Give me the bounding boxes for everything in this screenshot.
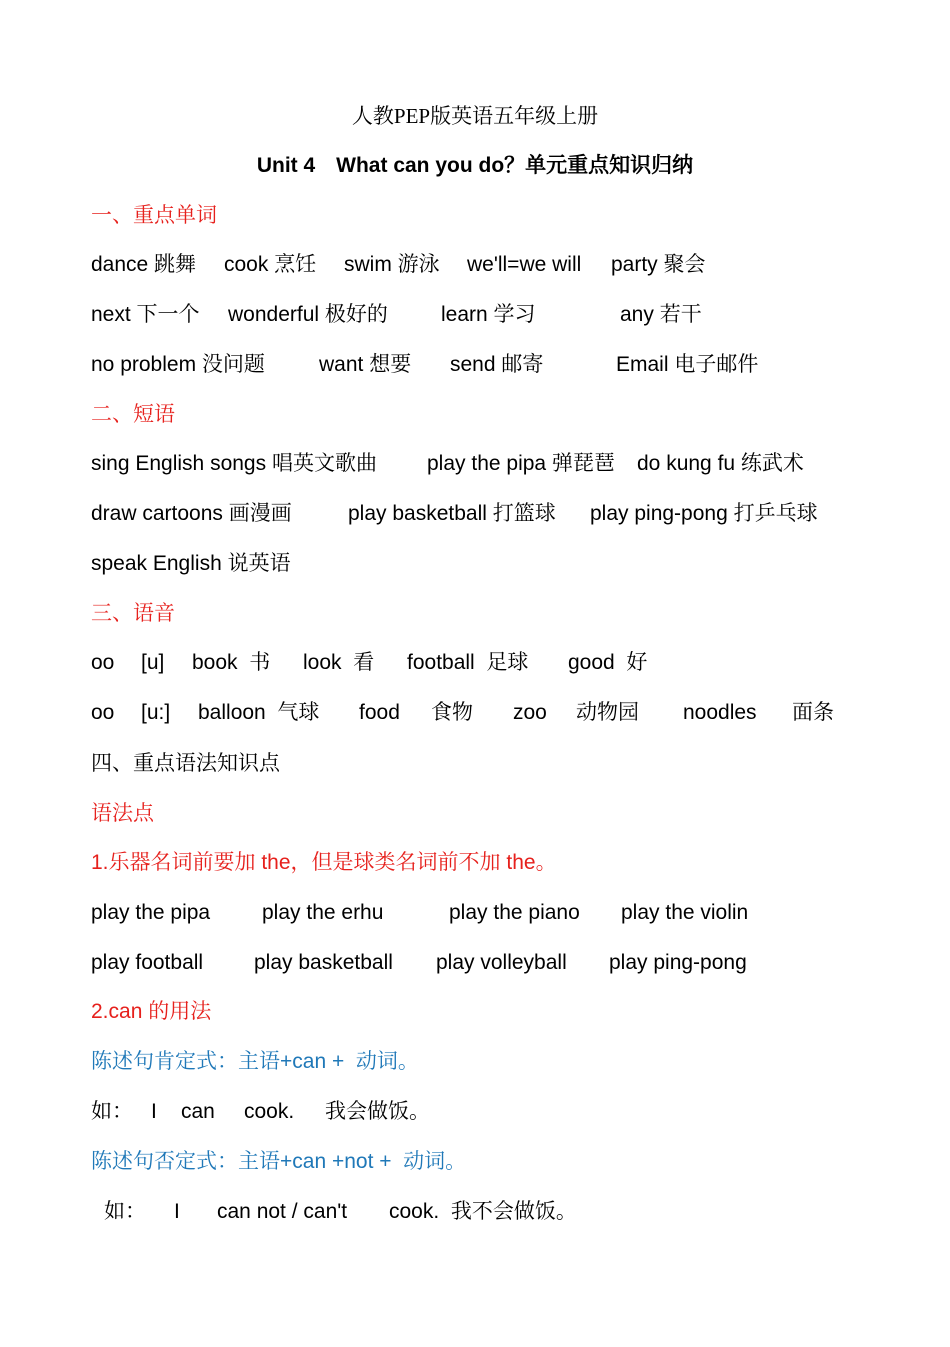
phrase-item: play basketball [254,951,393,974]
positive-rule: 陈述句肯定式：主语+can + 动词。 [91,1050,419,1073]
phrase-item: play the pipa 弹琵琶 [427,452,615,475]
word-item: party 聚会 [611,253,706,276]
phonics-letters: oo [91,701,115,724]
section-heading-grammar: 四、重点语法知识点 [91,751,280,775]
word-item: wonderful 极好的 [228,303,388,326]
document-title: 人教PEP版英语五年级上册 [351,104,599,128]
phrase-item: play ping-pong [609,951,747,974]
example-word: I [151,1100,157,1123]
phrase-item: play the pipa [91,901,211,924]
word-item: learn 学习 [441,303,536,326]
word-item: next 下一个 [91,303,200,326]
ball-games-row [91,948,891,978]
words-row-1 [91,250,891,280]
word-item: any 若干 [620,303,702,326]
phonics-word: balloon 气球 [198,701,320,724]
example-word: cook. [244,1100,295,1123]
phonics-word: noodles [683,701,757,724]
phonics-word: football 足球 [407,651,529,674]
phonics-word: look 看 [303,651,375,674]
instrument-row [91,898,891,928]
phonics-row-1 [91,648,891,678]
word-item: send 邮寄 [450,353,544,376]
phrases-row-2 [91,499,891,529]
grammar-subheading: 语法点 [91,801,154,825]
word-item: Email 电子邮件 [616,353,759,376]
phrase-item: play volleyball [436,951,567,974]
phonics-word: good 好 [568,651,648,674]
word-item: we'll=we will [467,253,582,276]
phonics-row-2 [91,698,891,728]
phrase-item: play the erhu [262,901,384,924]
example-word: can [181,1100,215,1123]
phrase-item: play the piano [449,901,580,924]
section-heading-words: 一、重点单词 [91,203,217,227]
word-item: dance 跳舞 [91,253,197,276]
section-heading-phonics: 三、语音 [91,601,175,625]
negative-example [91,1197,891,1227]
section-heading-phrases: 二、短语 [91,402,175,426]
grammar-point-1-title: 1.乐器名词前要加 the，但是球类名词前不加 the。 [91,851,557,874]
document-subtitle: Unit 4 What can you do？单元重点知识归纳 [256,154,694,177]
phrase-item: draw cartoons 画漫画 [91,502,292,525]
word-item: swim 游泳 [344,253,440,276]
example-label: 如： [104,1200,146,1223]
example-label: 如： [91,1100,133,1123]
example-translation: 我会做饭。 [325,1100,430,1123]
phrase-item: play the violin [621,901,749,924]
phonics-word: zoo [513,701,547,724]
word-item: no problem 没问题 [91,353,265,376]
example-word: can not / can't [217,1200,348,1223]
phrase-item: play ping-pong 打乒乓球 [590,502,818,525]
phrase-item: sing English songs 唱英文歌曲 [91,452,377,475]
phonics-meaning: 食物 [431,701,473,724]
phonics-meaning: 动物园 [576,701,639,724]
phonics-letters: oo [91,651,115,674]
word-item: want 想要 [319,353,412,376]
phonics-word: book 书 [192,651,271,674]
phrases-row-1 [91,449,891,479]
example-word: I [174,1200,180,1223]
phonics-sound: [u] [141,651,165,674]
phonics-meaning: 面条 [792,701,834,724]
words-row-3 [91,350,891,380]
phrase-item: do kung fu 练武术 [637,452,804,475]
grammar-point-2-title: 2.can 的用法 [91,1000,212,1023]
example-translation: cook. 我不会做饭。 [389,1200,577,1223]
phrase-item: speak English 说英语 [91,552,291,575]
positive-example [91,1097,891,1127]
phonics-sound: [u:] [141,701,171,724]
phrase-item: play football [91,951,204,974]
phonics-word: food [359,701,400,724]
words-row-2 [91,300,891,330]
word-item: cook 烹饪 [224,253,317,276]
negative-rule: 陈述句否定式：主语+can +not + 动词。 [91,1150,467,1173]
phrases-row-3 [91,549,891,579]
phrase-item: play basketball 打篮球 [348,502,556,525]
